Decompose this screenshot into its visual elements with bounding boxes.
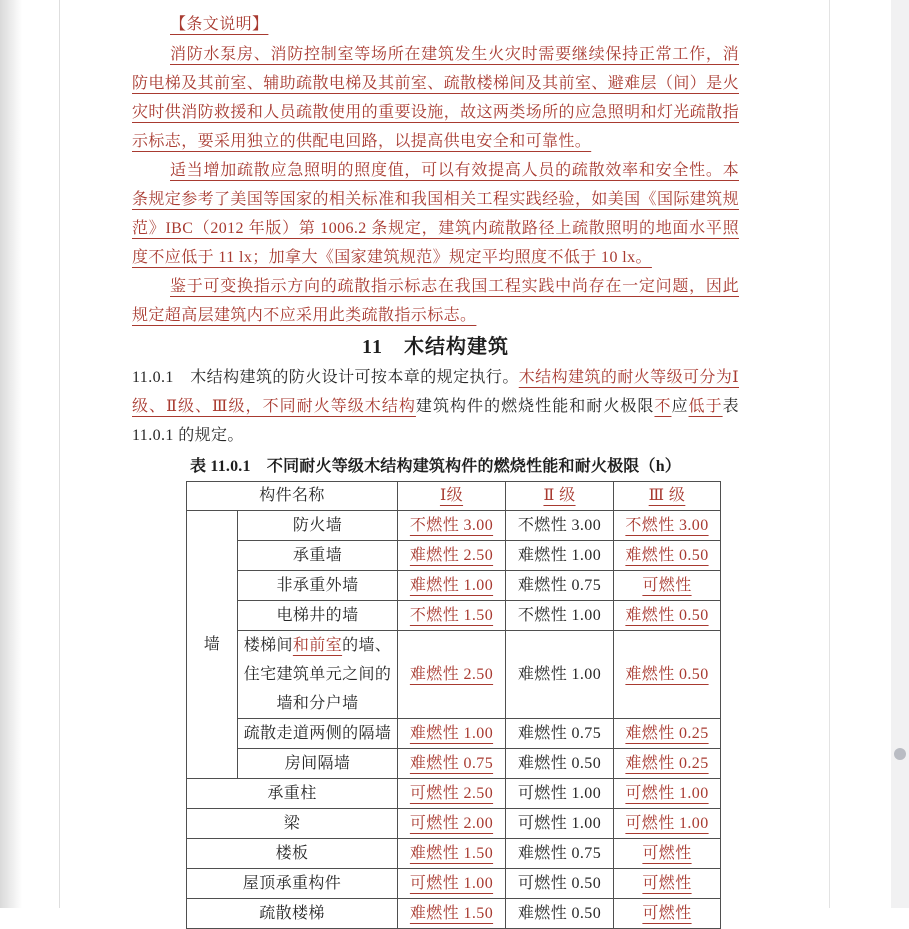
text-segment: 难燃性 0.75: [517, 725, 602, 742]
text-segment: 不燃性 3.00: [625, 517, 709, 534]
text-segment: 可燃性 1.00: [625, 785, 709, 802]
text-segment: 难燃性 0.50: [517, 755, 602, 772]
text-segment: 难燃性 0.75: [409, 755, 494, 772]
text-segment: 可燃性 1.00: [409, 875, 494, 892]
component-name-cell: [187, 809, 398, 839]
rating-cell: [614, 869, 721, 899]
text-segment: 难燃性 2.50: [409, 666, 494, 683]
text-segment: Ⅲ 级: [648, 487, 686, 504]
table-row: [187, 809, 721, 839]
text-segment: 难燃性 0.50: [625, 666, 709, 683]
rating-cell: [506, 571, 614, 601]
commentary-paragraph-2: [132, 156, 739, 272]
component-name-cell: [238, 541, 398, 571]
text-segment: 不燃性 1.00: [517, 607, 602, 624]
text-segment: 难燃性 0.75: [517, 577, 602, 594]
text-segment: 非承重外墙: [276, 577, 359, 594]
text-segment: 不燃性 1.50: [409, 607, 494, 624]
text-segment: 难燃性 0.50: [625, 547, 709, 564]
table-header: [187, 482, 721, 511]
commentary-note-heading: [132, 10, 739, 40]
text-segment: 楼梯间: [243, 637, 293, 654]
text-segment: 疏散走道两侧的隔墙: [243, 725, 392, 742]
page-content: [132, 10, 739, 929]
rating-cell: [506, 839, 614, 869]
text-segment: 可燃性: [642, 905, 692, 922]
rating-cell: [398, 571, 506, 601]
rating-cell: [398, 601, 506, 631]
rating-cell: [506, 809, 614, 839]
table-row: [187, 749, 721, 779]
text-segment: 建筑构件的燃烧性能和耐火极限: [415, 398, 655, 415]
rating-cell: [506, 869, 614, 899]
text-segment: 不燃性 3.00: [409, 517, 494, 534]
text-segment: 消防水泵房、消防控制室等场所在建筑发生火灾时需要继续保持正常工作，消防电梯及其前室、辅助疏散电梯及其前室、疏散楼梯间及其前室、避难层（间）是火灾时供消防救援和人员疏散使用的重要设施，故这两类场所的应急照明和灯光疏散指示标志，要采用独立的供配电回路，以提高供电安全和可靠性。: [132, 46, 739, 150]
text-segment: 可燃性 2.50: [409, 785, 494, 802]
component-name-cell: [238, 631, 398, 719]
text-segment: 电梯井的墙: [276, 607, 359, 624]
component-name-cell: [187, 869, 398, 899]
text-segment: 难燃性 1.00: [409, 577, 494, 594]
rating-cell: [614, 541, 721, 571]
rating-cell: [398, 869, 506, 899]
rating-cell: [614, 601, 721, 631]
text-segment: 不燃性 3.00: [517, 517, 602, 534]
text-segment: Ⅱ 级: [543, 487, 576, 504]
page-right-border: [829, 0, 830, 908]
text-segment: 木结构建筑的耐火等级可分为Ⅰ级、Ⅱ级、Ⅲ级，不同耐火等级木结构: [132, 369, 739, 415]
rating-cell: [614, 749, 721, 779]
table-row: [187, 899, 721, 929]
text-segment: 难燃性 1.00: [409, 725, 494, 742]
component-name-cell: [238, 571, 398, 601]
table-row: [187, 779, 721, 809]
table-row: [187, 631, 721, 719]
column-header-component-name: [187, 482, 398, 511]
rating-cell: [506, 601, 614, 631]
column-header-grade-3: [614, 482, 721, 511]
text-segment: 墙: [203, 636, 221, 653]
rating-cell: [614, 839, 721, 869]
rating-cell: [614, 779, 721, 809]
text-segment: 承重墙: [292, 547, 343, 564]
rating-cell: [398, 839, 506, 869]
rating-cell: [398, 631, 506, 719]
rating-cell: [614, 631, 721, 719]
column-header-grade-2: [506, 482, 614, 511]
table-row: [187, 839, 721, 869]
rating-cell: [506, 719, 614, 749]
text-segment: 11.0.1 木结构建筑的防火设计可按本章的规定执行。: [132, 369, 519, 386]
row-group-label: [187, 511, 238, 779]
rating-cell: [506, 749, 614, 779]
text-segment: 难燃性 1.50: [409, 845, 494, 862]
scrollbar-thumb[interactable]: [894, 748, 906, 760]
text-segment: 难燃性 0.25: [625, 755, 709, 772]
text-segment: 难燃性 0.75: [517, 845, 602, 862]
rating-cell: [398, 511, 506, 541]
page-left-border: [59, 0, 60, 908]
text-segment: 可燃性: [642, 577, 692, 594]
table-row: [187, 571, 721, 601]
text-segment: 楼板: [275, 845, 309, 862]
rating-cell: [614, 511, 721, 541]
text-segment: 可燃性 1.00: [517, 785, 602, 802]
chapter-heading: 11 木结构建筑: [362, 336, 509, 358]
component-name-cell: [238, 719, 398, 749]
text-segment: 难燃性 0.25: [625, 725, 709, 742]
table-row: [187, 869, 721, 899]
component-name-cell: [238, 511, 398, 541]
table-row: [187, 511, 721, 541]
clause-11-0-1: [132, 363, 739, 450]
component-name-cell: [238, 601, 398, 631]
commentary-paragraph-3: [132, 272, 739, 330]
table-row: [187, 601, 721, 631]
text-segment: 可燃性 0.50: [517, 875, 602, 892]
page-edge-shadow: [0, 0, 22, 908]
text-segment: 可燃性 1.00: [517, 815, 602, 832]
column-header-grade-1: [398, 482, 506, 511]
rating-cell: [398, 899, 506, 929]
text-segment: Ⅰ级: [439, 487, 464, 504]
text-segment: 梁: [283, 815, 301, 832]
table-header-row: [187, 482, 721, 511]
table-row: [187, 541, 721, 571]
rating-cell: [398, 749, 506, 779]
text-segment: 难燃性 1.50: [409, 905, 494, 922]
text-segment: 难燃性 2.50: [409, 547, 494, 564]
rating-cell: [614, 571, 721, 601]
component-name-cell: [187, 839, 398, 869]
text-segment: 可燃性: [642, 845, 692, 862]
text-segment: 屋顶承重构件: [242, 875, 342, 892]
table-row: [187, 719, 721, 749]
text-segment: 鉴于可变换指示方向的疏散指示标志在我国工程实践中尚存在一定问题，因此规定超高层建筑内不应采用此类疏散指示标志。: [132, 278, 739, 324]
text-segment: 难燃性 0.50: [625, 607, 709, 624]
text-segment: 构件名称: [259, 487, 325, 504]
text-segment: 疏散楼梯: [259, 905, 325, 922]
text-segment: 可燃性 2.00: [409, 815, 494, 832]
rating-cell: [506, 899, 614, 929]
text-segment: 难燃性 1.00: [517, 547, 602, 564]
component-name-cell: [238, 749, 398, 779]
rating-cell: [614, 899, 721, 929]
text-segment: 适当增加疏散应急照明的照度值，可以有效提高人员的疏散效率和安全性。本条规定参考了美国等国家的相关标准和我国相关工程实践经验，如美国《国际建筑规范》IBC（2012 年版）第 1006.2 条规定，建筑内疏散路径上疏散照明的地面水平照度不应低于 11 lx；加拿大《国家建筑规范》规定平均照度不低于 10 lx。: [132, 162, 739, 266]
rating-cell: [506, 541, 614, 571]
table-caption: 表 11.0.1 不同耐火等级木结构建筑构件的燃烧性能和耐火极限（h）: [189, 458, 682, 475]
rating-cell: [506, 779, 614, 809]
text-segment: 可燃性: [642, 875, 692, 892]
text-segment: 应: [671, 398, 689, 415]
rating-cell: [398, 719, 506, 749]
fire-resistance-table: [186, 481, 721, 929]
component-name-cell: [187, 779, 398, 809]
text-segment: 可燃性 1.00: [625, 815, 709, 832]
text-segment: 的墙、住宅建筑单元之间的墙和分户墙: [243, 637, 392, 712]
text-segment: 不: [654, 398, 672, 415]
text-segment: 房间隔墙: [284, 755, 351, 772]
component-name-cell: [187, 899, 398, 929]
scrollbar-track: [891, 0, 909, 908]
text-segment: 承重柱: [267, 785, 317, 802]
rating-cell: [398, 779, 506, 809]
rating-cell: [398, 809, 506, 839]
text-segment: 防火墙: [292, 517, 343, 534]
text-segment: 和前室: [292, 637, 343, 654]
rating-cell: [398, 541, 506, 571]
rating-cell: [506, 511, 614, 541]
text-segment: 低于: [688, 398, 723, 415]
commentary-paragraph-1: [132, 40, 739, 156]
text-segment: 表 11.0.1 的规定。: [132, 398, 740, 444]
table-body: [187, 511, 721, 929]
rating-cell: [506, 631, 614, 719]
text-segment: 难燃性 1.00: [517, 666, 602, 683]
rating-cell: [614, 719, 721, 749]
text-segment: 难燃性 0.50: [517, 905, 602, 922]
rating-cell: [614, 809, 721, 839]
text-segment: 【条文说明】: [170, 16, 269, 33]
